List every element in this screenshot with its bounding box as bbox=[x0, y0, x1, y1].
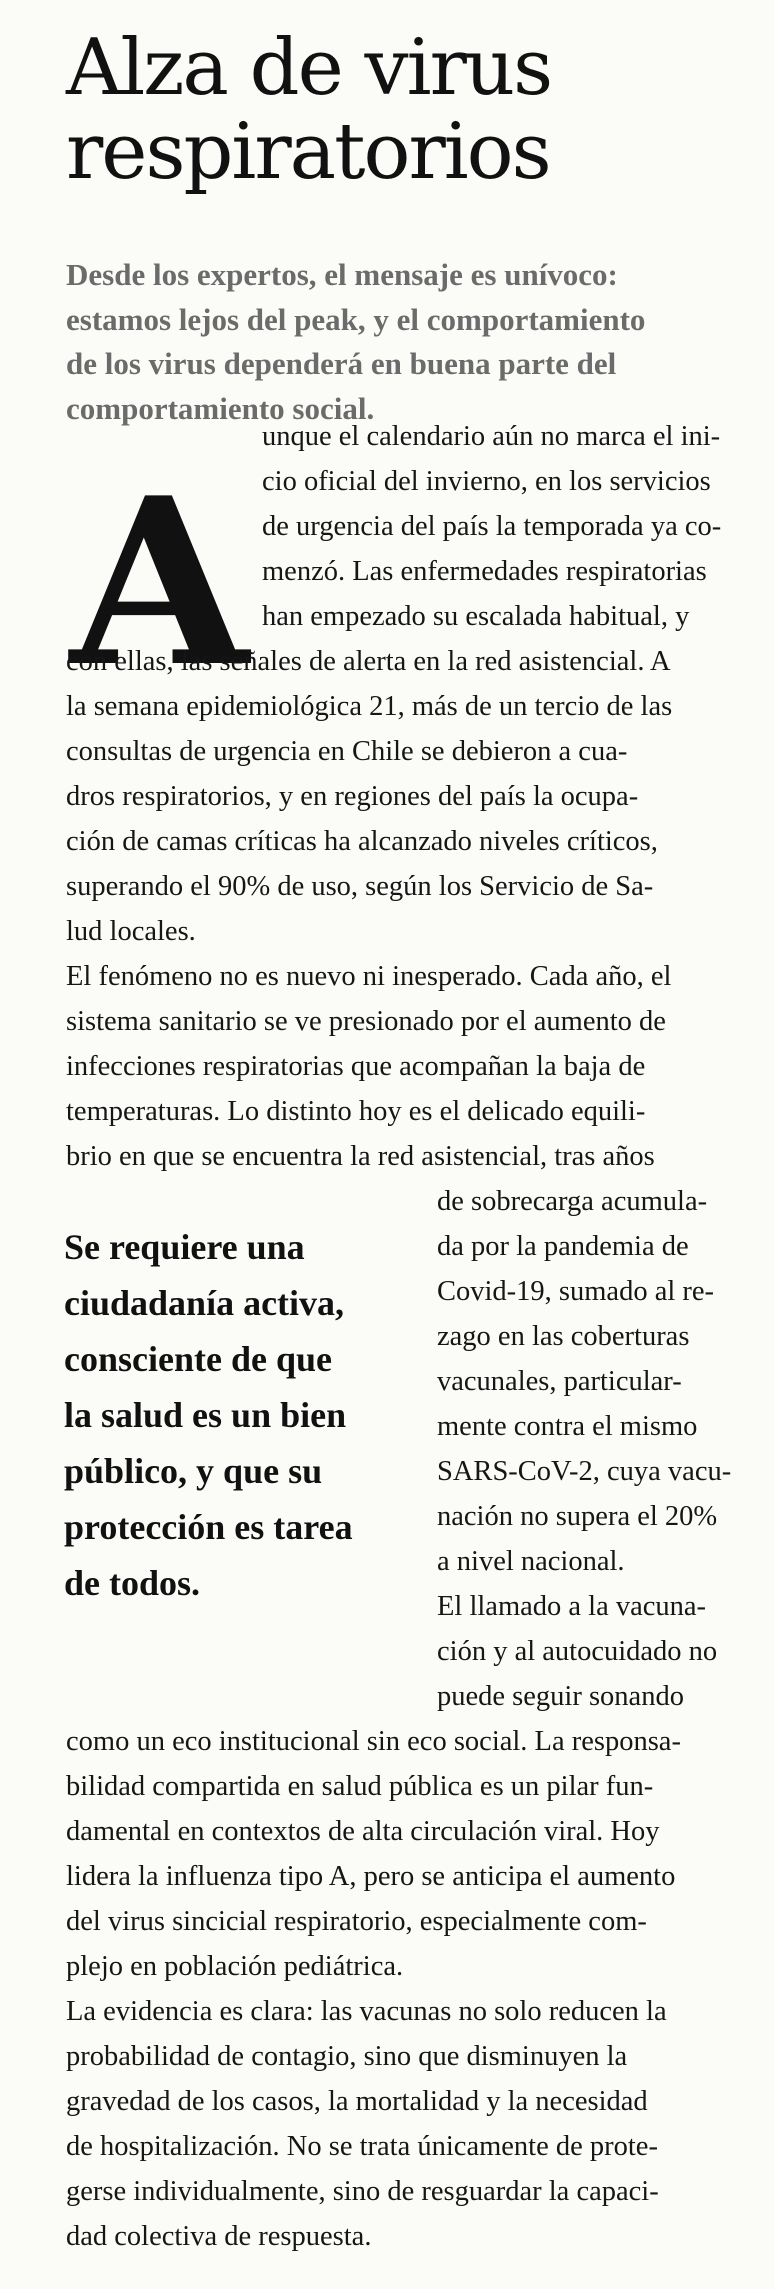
body-line: han empezado su escalada habitual, y bbox=[262, 601, 690, 632]
pull-quote-line: consciente de que bbox=[64, 1339, 332, 1379]
body-line: de hospitalización. No se trata únicamente de prote- bbox=[66, 2131, 658, 2162]
body-line: dad colectiva de respuesta. bbox=[66, 2221, 372, 2252]
body-line: ción y al autocuidado no bbox=[437, 1636, 718, 1667]
body-line: La evidencia es clara: las vacunas no solo reducen la bbox=[66, 1996, 667, 2027]
body-line: consultas de urgencia en Chile se debieron a cua- bbox=[66, 736, 628, 767]
pull-quote-line: la salud es un bien bbox=[64, 1395, 347, 1435]
body-line: vacunales, particular- bbox=[437, 1366, 682, 1397]
body-line: Covid-19, sumado al re- bbox=[437, 1276, 715, 1307]
body-line: la semana epidemiológica 21, más de un tercio de las bbox=[66, 691, 673, 722]
body-line: gravedad de los casos, la mortalidad y la necesidad bbox=[66, 2086, 648, 2117]
body-line: como un eco institucional sin eco social. La responsa- bbox=[66, 1726, 681, 1757]
body-line: cio oficial del invierno, en los servicios bbox=[262, 466, 711, 497]
body-line: bilidad compartida en salud pública es un pilar fun- bbox=[66, 1771, 654, 1802]
article-title bbox=[66, 23, 756, 197]
body-line: a nivel nacional. bbox=[437, 1546, 625, 1577]
drop-cap: A bbox=[70, 448, 249, 718]
body-line: ción de camas críticas ha alcanzado niveles críticos, bbox=[66, 826, 658, 857]
body-line: probabilidad de contagio, sino que disminuyen la bbox=[66, 2041, 628, 2072]
body-line: mente contra el mismo bbox=[437, 1411, 698, 1442]
pull-quote-line: público, y que su bbox=[64, 1451, 323, 1491]
body-line: zago en las coberturas bbox=[437, 1321, 690, 1352]
body-line: de sobrecarga acumula- bbox=[437, 1186, 708, 1217]
body-line: lidera la influenza tipo A, pero se anticipa el aumento bbox=[66, 1861, 676, 1892]
pull-quote-line: de todos. bbox=[64, 1563, 201, 1603]
body-line: da por la pandemia de bbox=[437, 1231, 689, 1262]
title-line-1: Alza de virus bbox=[66, 23, 552, 113]
body-line: puede seguir sonando bbox=[437, 1681, 684, 1712]
body-line: El llamado a la vacuna- bbox=[437, 1591, 707, 1622]
pull-quote-line: ciudadanía activa, bbox=[64, 1283, 345, 1323]
body-line: infecciones respiratorias que acompañan la baja de bbox=[66, 1051, 646, 1082]
body-line: del virus sincicial respiratorio, especialmente com- bbox=[66, 1906, 647, 1937]
title-line-2: respiratorios bbox=[66, 107, 550, 197]
article-lead bbox=[66, 253, 766, 431]
body-line: sistema sanitario se ve presionado por el aumento de bbox=[66, 1006, 666, 1037]
lead-line-4: comportamiento social. bbox=[66, 390, 375, 426]
body-line: con ellas, las señales de alerta en la red asistencial. A bbox=[66, 646, 671, 677]
body-line: SARS-CoV-2, cuya vacu- bbox=[437, 1456, 732, 1487]
lead-line-3: de los virus dependerá en buena parte del bbox=[66, 346, 617, 381]
body-line: unque el calendario aún no marca el ini- bbox=[262, 421, 721, 452]
body-line: gerse individualmente, sino de resguardar la capaci- bbox=[66, 2176, 659, 2207]
body-line: nación no supera el 20% bbox=[437, 1501, 718, 1532]
body-line: menzó. Las enfermedades respiratorias bbox=[262, 556, 707, 587]
body-line: lud locales. bbox=[66, 916, 196, 947]
body-line: superando el 90% de uso, según los Servicio de Sa- bbox=[66, 871, 654, 902]
pull-quote-line: protección es tarea bbox=[64, 1507, 353, 1547]
pull-quote-line: Se requiere una bbox=[64, 1227, 305, 1267]
body-line: de urgencia del país la temporada ya co- bbox=[262, 511, 722, 542]
body-line: temperaturas. Lo distinto hoy es el delicado equili- bbox=[66, 1096, 646, 1127]
body-line: plejo en población pediátrica. bbox=[66, 1951, 404, 1982]
body-line: brio en que se encuentra la red asistencial, tras años bbox=[66, 1141, 655, 1172]
lead-line-2: estamos lejos del peak, y el comportamiento bbox=[66, 301, 646, 337]
body-line: dros respiratorios, y en regiones del país la ocupa- bbox=[66, 781, 639, 812]
body-line: damental en contextos de alta circulación viral. Hoy bbox=[66, 1816, 660, 1847]
lead-line-1: Desde los expertos, el mensaje es unívoco: bbox=[66, 257, 618, 292]
body-line: El fenómeno no es nuevo ni inesperado. Cada año, el bbox=[66, 961, 672, 992]
